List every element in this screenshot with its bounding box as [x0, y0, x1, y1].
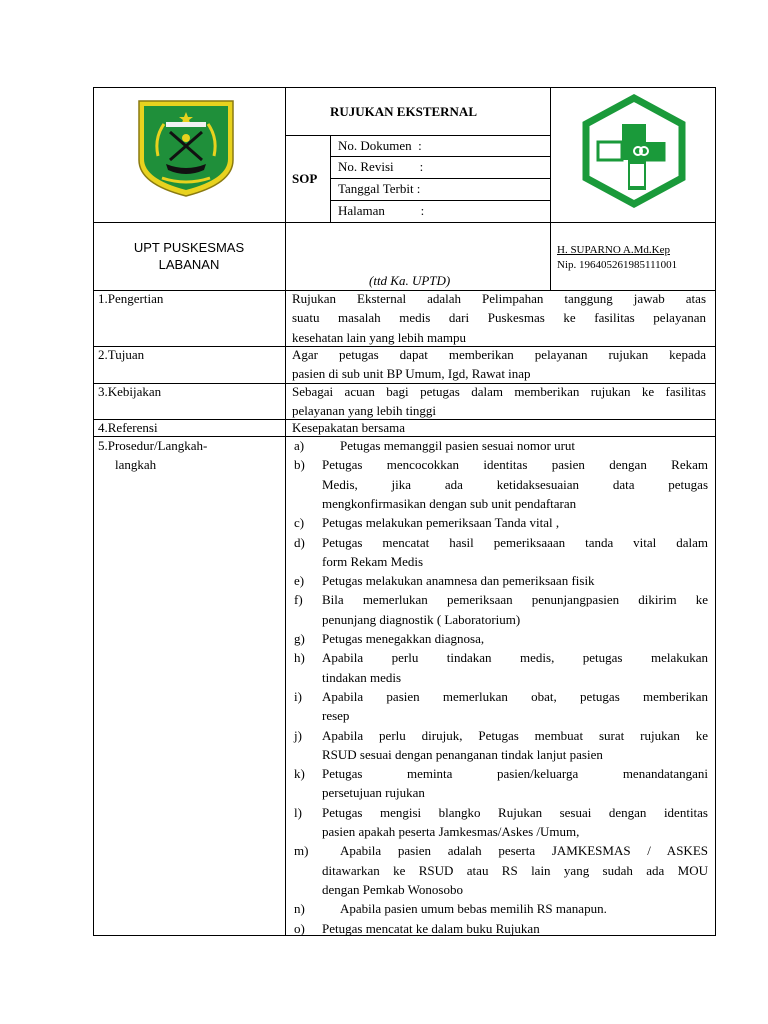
- divider: [330, 178, 551, 179]
- step-line: Apabila perlu tindakan medis, petugas melakukan: [322, 650, 708, 666]
- step-line: Apabila pasien adalah peserta JAMKESMAS / ASKES: [340, 843, 708, 859]
- procedure-step: [294, 629, 708, 648]
- procedure-step: [294, 513, 708, 532]
- step-marker: m): [294, 843, 309, 859]
- table-border-right: [715, 87, 716, 936]
- step-line: ditawarkan ke RSUD atau RS lain yang sudah ada MOU: [322, 862, 708, 878]
- step-line: tindakan medis: [322, 669, 402, 685]
- step-text: [322, 629, 708, 648]
- step-line: mengkonfirmasikan dengan sub unit pendaftaran: [322, 495, 577, 511]
- divider: [550, 87, 551, 290]
- step-marker: b): [294, 457, 305, 473]
- step-marker: d): [294, 534, 305, 550]
- step-text: [322, 841, 708, 899]
- signer-nip: Nip. 196405261985111001: [557, 259, 678, 271]
- divider: [93, 222, 716, 223]
- step-text: [322, 803, 708, 842]
- procedure-step: [294, 436, 708, 455]
- step-marker: j): [294, 727, 302, 743]
- org-name-line1: UPT PUSKESMAS: [133, 240, 245, 255]
- step-line: Petugas memanggil pasien sesuai nomor urut: [340, 438, 576, 453]
- step-line: resep: [322, 708, 350, 724]
- step-text: [322, 919, 708, 938]
- step-text: [322, 648, 708, 687]
- step-marker: e): [294, 573, 305, 589]
- step-text: [322, 513, 708, 532]
- signature-placeholder: (ttd Ka. UPTD): [369, 273, 451, 288]
- field-tanggal-terbit: Tanggal Terbit :: [338, 181, 421, 196]
- step-marker: g): [294, 631, 305, 646]
- tujuan-text: [292, 345, 706, 384]
- procedure-step: [294, 687, 708, 726]
- step-marker: a): [294, 438, 305, 453]
- step-line: persetujuan rujukan: [322, 785, 425, 801]
- step-line: Petugas mencocokkan identitas pasien dengan Rekam: [322, 457, 708, 473]
- section-label-prosedur: 5.Prosedur/Langkah-: [98, 438, 208, 453]
- step-line: RSUD sesuai dengan penanganan tindak lanjut pasien: [322, 746, 603, 762]
- step-marker: i): [294, 688, 302, 704]
- section-label-pengertian: 1.Pengertian: [98, 291, 164, 306]
- step-line: penunjang diagnostik ( Laboratorium): [322, 611, 521, 627]
- step-marker: f): [294, 592, 303, 608]
- divider: [330, 200, 551, 201]
- step-text: [322, 899, 708, 918]
- procedure-step: [294, 533, 708, 572]
- divider: [330, 156, 551, 157]
- field-no-revisi: No. Revisi :: [338, 159, 424, 174]
- divider: [285, 135, 551, 136]
- step-line: Bila memerlukan pemeriksaan penunjangpasien dikirim ke: [322, 592, 708, 608]
- document-title: RUJUKAN EKSTERNAL: [330, 104, 477, 119]
- procedure-step: [294, 648, 708, 687]
- step-line: Petugas mengisi blangko Rujukan sesuai dengan identitas: [322, 804, 708, 820]
- divider: [285, 87, 286, 936]
- step-marker: c): [294, 515, 305, 531]
- step-line: Apabila pasien memerlukan obat, petugas memberikan: [322, 688, 708, 704]
- step-line: Petugas mencatat ke dalam buku Rujukan: [322, 920, 540, 936]
- step-line: Petugas melakukan anamnesa dan pemeriksaan fisik: [322, 573, 595, 589]
- step-marker: k): [294, 766, 305, 782]
- sop-label: SOP: [292, 171, 318, 186]
- text-line: pelayanan yang lebih tinggi: [292, 403, 437, 419]
- step-text: [322, 533, 708, 572]
- text-line: Rujukan Eksternal adalah Pelimpahan tanggung jawab atas: [292, 291, 706, 306]
- section-label-kebijakan: 3.Kebijakan: [98, 384, 162, 399]
- step-line: dengan Pemkab Wonosobo: [322, 881, 463, 897]
- org-name-line2: LABANAN: [158, 257, 220, 272]
- step-marker: h): [294, 650, 305, 666]
- field-no-dokumen: No. Dokumen :: [338, 138, 422, 153]
- step-line: Petugas meminta pasien/keluarga menandatangani: [322, 766, 708, 782]
- signer-name: H. SUPARNO A.Md.Kep: [557, 244, 670, 256]
- step-text: [322, 687, 708, 726]
- field-halaman: Halaman :: [338, 203, 425, 218]
- text-line: pasien di sub unit BP Umum, Igd, Rawat inap: [292, 366, 531, 382]
- kebijakan-text: [292, 382, 706, 421]
- section-label-tujuan: 2.Tujuan: [98, 347, 145, 362]
- step-line: Petugas mencatat hasil pemeriksaaan tanda vital dalam: [322, 534, 708, 550]
- procedure-step: [294, 803, 708, 842]
- pengertian-text: [292, 289, 706, 347]
- procedure-step: [294, 455, 708, 513]
- text-line: kesehatan lain yang lebih mampu: [292, 329, 467, 345]
- step-marker: l): [294, 804, 302, 820]
- procedure-step: [294, 899, 708, 918]
- table-border-left: [93, 87, 94, 936]
- step-text: [322, 590, 708, 629]
- step-line: Medis, jika ada ketidaksesuaian data petugas: [322, 476, 708, 492]
- step-line: Apabila perlu dirujuk, Petugas membuat surat rujukan ke: [322, 727, 708, 743]
- step-line: form Rekam Medis: [322, 553, 424, 569]
- text-line: suatu masalah medis dari Puskesmas ke fasilitas pelayanan: [292, 310, 706, 326]
- table-border-top: [93, 87, 716, 88]
- section-label-prosedur-cont: langkah: [115, 457, 157, 472]
- procedure-step: [294, 590, 708, 629]
- step-line: Apabila pasien umum bebas memilih RS manapun.: [340, 901, 607, 917]
- puskesmas-logo: [578, 94, 690, 208]
- procedure-step: [294, 571, 708, 590]
- text-line: Sebagai acuan bagi petugas dalam memberikan rujukan ke fasilitas: [292, 384, 706, 399]
- step-text: [322, 571, 708, 590]
- procedure-step: [294, 919, 708, 938]
- step-text: [322, 726, 708, 765]
- step-text: [322, 455, 708, 513]
- kabupaten-emblem: [136, 98, 236, 198]
- step-text: [322, 764, 708, 803]
- step-line: pasien apakah peserta Jamkesmas/Askes /Umum,: [322, 823, 580, 839]
- step-text: [322, 436, 708, 455]
- step-line: Petugas menegakkan diagnosa,: [322, 631, 485, 646]
- step-line: Petugas melakukan pemeriksaan Tanda vital ,: [322, 515, 560, 531]
- procedure-step: [294, 726, 708, 765]
- procedure-step: [294, 841, 708, 899]
- step-marker: o): [294, 920, 305, 936]
- text-line: Agar petugas dapat memberikan pelayanan rujukan kepada: [292, 347, 706, 362]
- procedure-step: [294, 764, 708, 803]
- step-marker: n): [294, 901, 305, 917]
- section-label-referensi: 4.Referensi: [98, 420, 158, 435]
- referensi-text: Kesepakatan bersama: [292, 420, 405, 435]
